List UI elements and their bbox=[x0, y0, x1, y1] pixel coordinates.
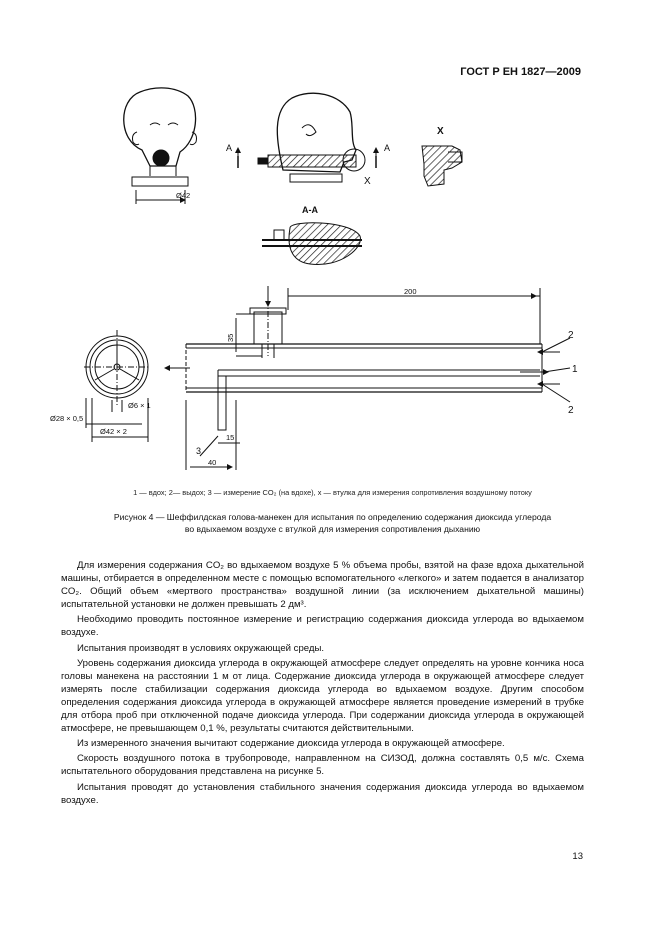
dim-28x05-label: Ø28 × 0,5 bbox=[50, 414, 84, 423]
paragraph: Из измеренного значения вычитают содержание диоксида углерода в окружающей атмосфере. bbox=[77, 738, 505, 750]
dim-42x2-label: Ø42 × 2 bbox=[100, 427, 127, 436]
page-number: 13 bbox=[572, 851, 583, 862]
detail-x-title: X bbox=[437, 126, 444, 137]
dim-40-label: 40 bbox=[208, 458, 217, 467]
section-a-label-right: А bbox=[384, 143, 391, 153]
dim-6x1-label: Ø6 × 1 bbox=[128, 401, 151, 410]
paragraph: Испытания производят в условиях окружающей среды. bbox=[77, 642, 325, 654]
dim-15-label: 15 bbox=[226, 433, 235, 442]
dim-200-label: 200 bbox=[404, 287, 417, 296]
position-1-label: 1 bbox=[572, 364, 578, 375]
dim-35-label: 35 bbox=[226, 333, 235, 342]
section-a-a bbox=[262, 205, 362, 265]
paragraph: Уровень содержания диоксида углерода в окружающей атмосфере следует определять на уровне кончика носа головы манекена на расстоянии 1 м от лица. Содержание диоксида углерода в окружающей атмосфере следует измерять после стабилизации содержания диоксида углерода во вдыхаемом воздухе. Другим способом определения содержания диоксида углерода в окружающей атмосфере является проведение измерений в трубке для отбора проб при отключенной подаче диоксида углерода. При содержании диоксида углерода в окружающей атмосфере, не превышающем 0,1 %, результаты считаются действительными. bbox=[61, 657, 584, 735]
tube-assembly bbox=[165, 286, 578, 470]
figure-caption bbox=[50, 511, 615, 535]
detail-x-marker: X bbox=[364, 176, 371, 187]
caption-line-1: Рисунок 4 — Шеффилдская голова-манекен для испытания по определению содержания диоксида углерода bbox=[113, 512, 552, 522]
position-3-label: 3 bbox=[196, 446, 202, 456]
body-text bbox=[61, 559, 584, 809]
caption-line-2: во вдыхаемом воздухе с втулкой для измерения сопротивления дыханию bbox=[184, 524, 481, 534]
paragraph: Необходимо проводить постоянное измерение и регистрацию содержания диоксида углерода во вдыхаемом воздухе. bbox=[61, 614, 584, 639]
position-2-bottom-label: 2 bbox=[568, 405, 574, 416]
section-aa-title: А-А bbox=[302, 205, 318, 215]
head-front-view bbox=[124, 88, 197, 204]
section-a-label-left: А bbox=[226, 143, 233, 153]
detail-x bbox=[422, 126, 462, 186]
position-2-top-label: 2 bbox=[568, 330, 574, 341]
head-side-view bbox=[226, 93, 390, 187]
dim-42-label: Ø42 bbox=[176, 191, 191, 200]
figure-legend: 1 — вдох; 2— выдох; 3 — измерение CO₂ (на вдохе), x — втулка для измерения сопротивления воздушному потоку bbox=[133, 488, 532, 497]
paragraph: Для измерения содержания CO₂ во вдыхаемом воздухе 5 % объема пробы, взятой на фазе вдоха дыхательной машины, отбирается в определенном месте с помощью вспомогательного «легкого» и затем подается в анализатор CO₂. Общий объем «мертвого пространства» воздушной линии (за исключением дыхательной машины) испытательной установки не должен превышать 2 дм³. bbox=[61, 560, 584, 611]
paragraph: Скорость воздушного потока в трубопроводе, направленном на СИЗОД, должна составлять 0,5 м/с. Схема испытательного оборудования представлена на рисунке 5. bbox=[61, 753, 584, 778]
paragraph: Испытания проводят до установления стабильного значения содержания диоксида углерода во вдыхаемом воздухе. bbox=[61, 781, 584, 806]
document-header: ГОСТ Р ЕН 1827—2009 bbox=[460, 66, 581, 78]
tube-end-view bbox=[50, 330, 151, 442]
